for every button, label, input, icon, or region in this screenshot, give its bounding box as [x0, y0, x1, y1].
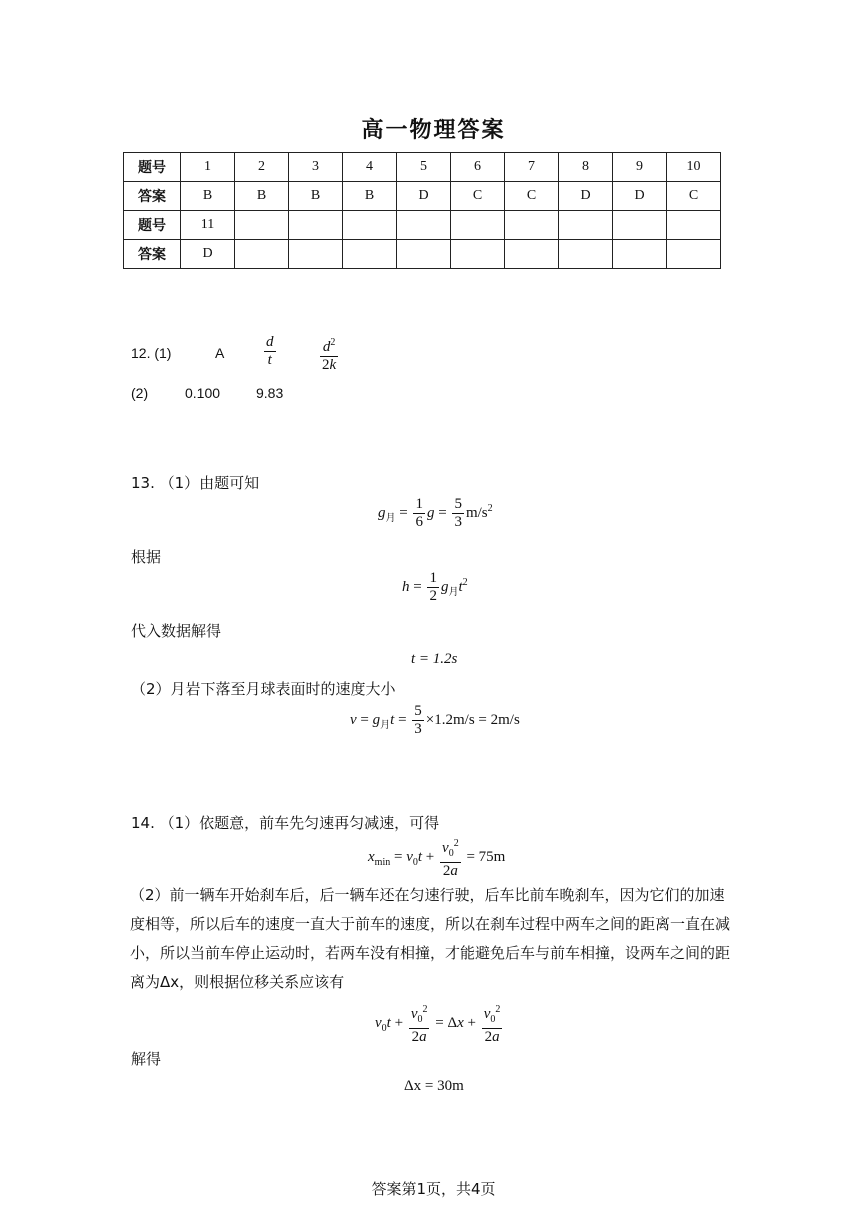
table-cell: B: [289, 182, 343, 211]
q14-formula-xmin: $x_{min} = v_0t$ + $\frac{v_0^2}{2a}$ = 75m: [368, 835, 505, 880]
answer-table: [123, 152, 721, 269]
q14-formula-displacement: $v_0t$ + $\frac{v_0^2}{2a}$ = Δx + $\frac{v_0^2}{2a}$: [375, 1001, 504, 1046]
table-cell: [559, 211, 613, 240]
table-cell: D: [613, 182, 667, 211]
table-cell: [397, 211, 451, 240]
table-cell: [613, 240, 667, 269]
q13-daiyu: 代入数据解得: [131, 622, 222, 640]
q14-intro: 14. （1）依题意，前车先匀速再匀减速，可得: [131, 814, 440, 832]
table-cell: [397, 240, 451, 269]
table-cell: 9: [613, 153, 667, 182]
row-label: 答案: [124, 182, 181, 211]
q14-jiede: 解得: [131, 1050, 162, 1068]
q14-part2-line: 小，所以当前车停止运动时，若两车没有相撞，才能避免后车与前车相撞，设两车之间的距: [130, 944, 731, 962]
table-cell: 5: [397, 153, 451, 182]
table-cell: [505, 240, 559, 269]
q12-part2-value-2: 9.83: [256, 385, 284, 401]
q13-intro: 13. （1）由题可知: [131, 474, 260, 492]
q13-formula-gmoon: $g_月$ = $\frac{1}{6}$ g = $\frac{5}{3}$ $m/s^2$: [378, 496, 493, 530]
table-row: [124, 211, 721, 240]
table-cell: 1: [181, 153, 235, 182]
table-cell: [289, 211, 343, 240]
table-cell: D: [181, 240, 235, 269]
table-cell: [667, 240, 721, 269]
table-cell: B: [235, 182, 289, 211]
row-label: 题号: [124, 211, 181, 240]
table-cell: B: [343, 182, 397, 211]
q12-answer-a: A: [215, 345, 225, 361]
row-label: 答案: [124, 240, 181, 269]
q13-formula-h: h = $\frac{1}{2}$ $g_月t^2$: [402, 570, 468, 604]
q14-part2-paragraph: [130, 881, 740, 997]
table-row: [124, 240, 721, 269]
q12-part2-label: (2): [131, 385, 149, 401]
q14-part2-line: （2）前一辆车开始刹车后，后一辆车还在匀速行驶，后车比前车晚刹车，因为它们的加速: [130, 886, 725, 904]
table-cell: [235, 211, 289, 240]
table-cell: [451, 211, 505, 240]
table-cell: 10: [667, 153, 721, 182]
table-cell: [235, 240, 289, 269]
page-title: 高一物理答案: [361, 117, 506, 143]
row-label: 题号: [124, 153, 181, 182]
table-cell: [559, 240, 613, 269]
table-cell: 7: [505, 153, 559, 182]
table-cell: [289, 240, 343, 269]
q13-t-result: t = 1.2s: [411, 651, 458, 667]
table-cell: C: [505, 182, 559, 211]
q13-formula-v: $v = g_月t$ = $\frac{5}{3}$ ×1.2m/s = 2m/s: [350, 703, 520, 737]
table-cell: 3: [289, 153, 343, 182]
table-row: [124, 182, 721, 211]
q12-formula-d-over-t: $\frac{d}{t}$: [266, 334, 274, 368]
table-cell: [613, 211, 667, 240]
q14-part2-line: 度相等，所以后车的速度一直大于前车的速度，所以在刹车过程中两车之间的距离一直在减: [130, 915, 731, 933]
q13-part2: （2）月岩下落至月球表面时的速度大小: [131, 680, 396, 698]
table-cell: C: [667, 182, 721, 211]
q14-dx-result: Δx = 30m: [404, 1078, 464, 1094]
table-cell: 8: [559, 153, 613, 182]
table-cell: [343, 211, 397, 240]
table-cell: C: [451, 182, 505, 211]
table-cell: [343, 240, 397, 269]
q12-part2-value-1: 0.100: [185, 385, 221, 401]
q12-label: 12. (1): [131, 345, 172, 361]
table-cell: 11: [181, 211, 235, 240]
table-cell: 6: [451, 153, 505, 182]
table-cell: [667, 211, 721, 240]
table-cell: [505, 211, 559, 240]
table-row: [124, 153, 721, 182]
table-cell: D: [559, 182, 613, 211]
table-cell: D: [397, 182, 451, 211]
q13-genju: 根据: [131, 548, 162, 566]
q12-formula-d2-over-2k: $\frac{d^2}{2k}$: [318, 334, 340, 374]
table-cell: B: [181, 182, 235, 211]
table-cell: 4: [343, 153, 397, 182]
table-cell: 2: [235, 153, 289, 182]
page-footer: 答案第1页，共4页: [371, 1180, 496, 1198]
q14-part2-line: 离为Δx，则根据位移关系应该有: [130, 973, 345, 991]
table-cell: [451, 240, 505, 269]
